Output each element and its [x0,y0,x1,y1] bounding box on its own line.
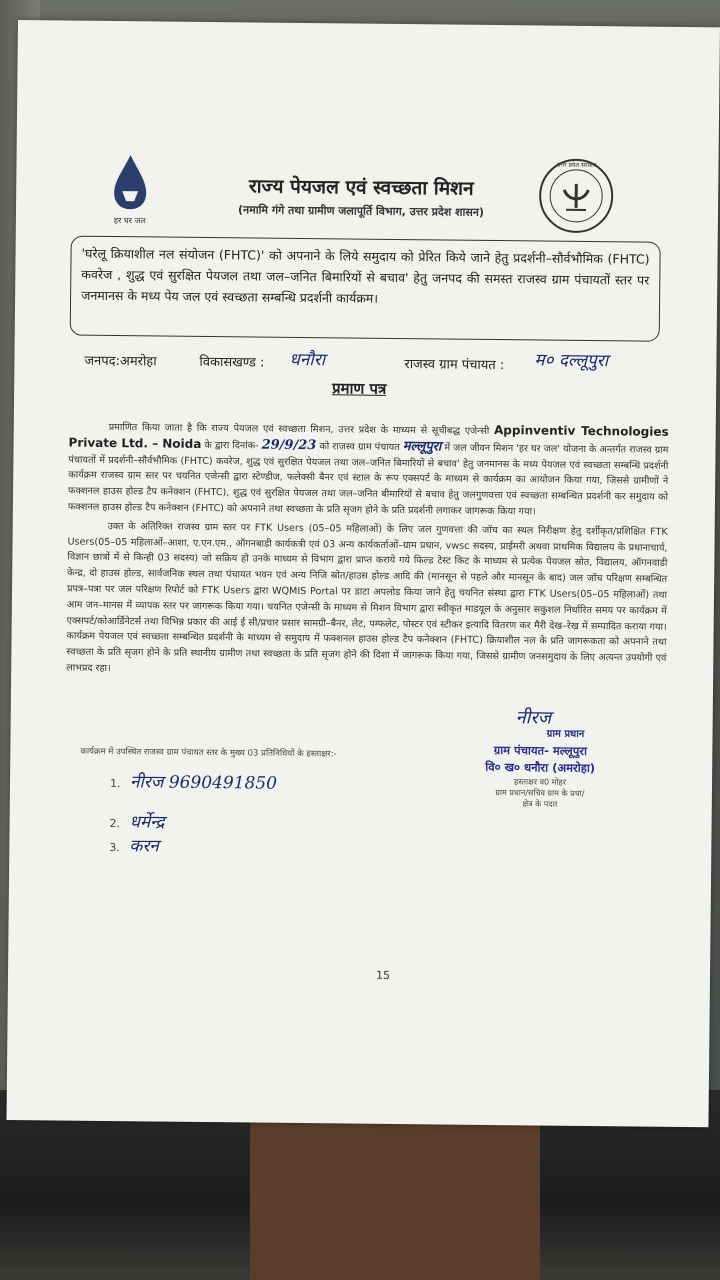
district-label: जनपद:अमरोहा [84,353,157,370]
panchayat-value: म० दल्लूपुरा [534,350,609,372]
stamp-line-2: वि० ख० धनौरा (अमरोहा) [485,759,596,776]
stamp-small-1: हस्ताक्षर व0 मोहर [514,777,567,787]
block-value: धनौरा [289,349,326,371]
panchayat-label: राजस्व ग्राम पंचायत : [404,357,505,374]
pradhan-signature: नीरज [515,707,552,729]
p1-text-b: के द्वारा दिनांक- [204,439,259,452]
meta-row [84,349,665,374]
row-number: 2. [109,817,121,831]
event-date: 29/9/23 [261,437,317,453]
certificate-heading: प्रमाण पत्र [331,379,387,398]
representative-row [110,769,360,795]
representative-signature: करन [129,836,159,857]
stamp-small-3: क्षेत्र के पदत [522,799,558,809]
p1-text-a: प्रमाणित किया जाता है कि राज्य पेयजल एवं स्वच्छता मिशन, उत्तर प्रदेश के माध्यम से सूचीबद्ध एजेन्सी [108,421,490,437]
p1-text-c: को राजस्व ग्राम पंचायत [319,440,400,453]
paragraph-1 [68,419,669,522]
certificate-body [66,419,669,686]
stamp-line-1: ग्राम पंचायत- मल्लूपुरा [493,743,588,758]
p1-text-d: में जल जीवन मिशन 'हर घर जल' योजना के अन्तर्गत राजस्व ग्राम पंचायतों में प्रदर्शनी–सौर्वभौमिक (FHTC) कवरेज, शुद्ध एवं सुरक्षित पेयजल तथा जल–जनित बिमारियों से बचाव' हेतु जनमानस के मध्य पेयजल एवं स्वच्छता सम्बन्धि प्रदर्शनी कार्यक्रम राजस्व ग्राम स्तर पर चयनित एजेन्सी द्वारा स्टेण्डीज, फलेक्सी बैनर एवं स्टाल के रूप एक्सपर्ट के माध्यम से कार्यक्रम का आयोजन किया गया, जिससे ग्रामीणों ने फक्शनल हाउस होल्ड टैप कनेक्शन (FHTC), शुद्ध एवं सुरक्षित पेयजल तथा जल–जनित बीमारियों से बचाव हेतु जलगुणवत्ता एवं स्वच्छता सम्बन्धित प्रदर्शनी कर समुदाय को फक्शनल हाउस होल्ड टैप कनेक्शन (FHTC) को अपनाने तथा स्वच्छता के प्रति सृजग होने के प्रति प्रदर्शनी लगाकर जागरूक किया गया। [67,442,669,518]
representative-row [109,833,359,859]
representative-row [110,809,360,835]
block-label: विकासखण्ड : [199,354,265,371]
stamp-small-2: ग्राम प्रधान/सचिव ग्राम के प्रधा/ [495,788,585,798]
seal-text: उत्तर प्रदेश सरकार [556,161,597,170]
row-number: 3. [109,841,120,855]
representative-signature: नीरज 9690491850 [129,772,278,794]
page-title: राज्य पेयजल एवं स्वच्छता मिशन [248,175,474,200]
row-number: 1. [109,777,121,791]
intro-box: 'घरेलू क्रियाशील नल संयोजन (FHTC)' को अपनाने के लिये समुदाय को प्रेरित किये जाने हेतु प्रदर्शनी–सौर्वभौमिक (FHTC) कवरेज , शुद्ध एवं सुरक्षित पेयजल तथा जल–जनित बिमारियों से बचाव' हेतु जनपद की समस्त राजस्व ग्राम पंचायतों स्तर पर जनमानस के मध्य पेय जल एवं स्वच्छता सम्बन्धि प्रदर्शनी कार्यक्रम। [70,236,661,342]
stamp-designation: ग्राम प्रधान [546,728,585,740]
representative-signature: धर्मेन्द्र [129,812,165,833]
page-subtitle: (नमामि गंगे तथा ग्रामीण जलापूर्ति विभाग, उत्तर प्रदेश शासन) [237,203,485,219]
page-number: 15 [375,968,391,982]
agency-name: Appinventiv Technologies Private Ltd. – Noida [68,423,669,451]
pradhan-stamp [450,725,631,811]
village-name: मल्लूपुरा [402,438,442,455]
paragraph-2: उक्त के अतिरिक्त राजस्व ग्राम स्तर पर FTK Users (05–05 महिलाओं) के लिए जल गुणवत्ता की जॉच का स्थल निरीक्षण हेतु दर्शीकृत/प्रशिक्षित FTK Users(05–05 महिलाओं–आशा, ए.एन.एम., ऑगनबाडी कार्यकत्री एवं 03 अन्य कार्यकर्ताओं–ग्राम प्रधान, vwsc सदस्य, प्राईमरी अथवा प्राथमिक विद्यालय के प्रधानाचार्य, विज्ञान छात्रों में से किन्ही 03 सदस्य) जो सक्रिय हो उनके माध्यम से विभाग द्वारा प्राप्त कराये गये फिल्ड टेस्ट किट के माध्यम से प्रत्येक पेयजल स्रोत, विद्यालय, ऑगनवाडी केन्द्र, दो हाउस होल्ड, सार्वजनिक स्थल तथा पंचायत भवन एवं अन्य निजि स्रोत/हाउस होल्ड आदि की (मानसून से पहले और मानसून के बाद) जल जॉच परिक्षण सम्बन्धित प्रपत्र–पत्रा पर जल परिक्षण रिपोर्ट को FTK Users द्वारा WQMIS Portal पर डाटा अपलोड किया जाने हेतु चयनित संस्था द्वारा FTK Users(05–05 महिलाओं) तथा आम जन–मानस में व्यापक स्तर पर जागरूक किया गया। चयनित एजेन्सी के माध्यम से मिशन विभाग द्वारा स्वीकृत माडयूल के अनुसार सकुशल निर्धारित समय पर कार्यक्रम में एक्सपर्ट/कोआर्डिनेटर्स तथा विभिन्न प्रकार की आई ई सी/प्रचार प्रसार सामग्री–बैनर, लेट, पम्फलेट, पोस्टर एवं स्टीकर इत्यादि वितरण कर मैरी देख–रेख में सम्पादित कराया गया। कार्यक्रम पेयजल एवं स्वच्छता सम्बन्धित प्रदर्शनी के माध्यम से समुदाय में फक्शनल हाउस होल्ड टैप कनेक्शन (FHTC) क्रियाशील नल के प्रति जागरूकता को अपनाने तथा स्वच्छता के प्रति सृजग होने के प्रति स्थानीय ग्रामीण तथा स्वच्छता के प्रति सृजग होने की दिशा में जागरूक किया गया, जिससे ग्रामीण जनसमुदाय के लिए अत्यन्त उपयोगी एवं लाभप्रद रहा। [66,520,668,674]
document-page [6,20,719,1127]
representatives-caption: कार्यक्रम में उपस्थित राजस्व ग्राम पंचायत स्तर के मुख्य 03 प्रतिनिधियों के हस्ताक्षर:- [80,746,337,760]
har-ghar-jal-logo-text: हर घर जल [113,216,146,226]
